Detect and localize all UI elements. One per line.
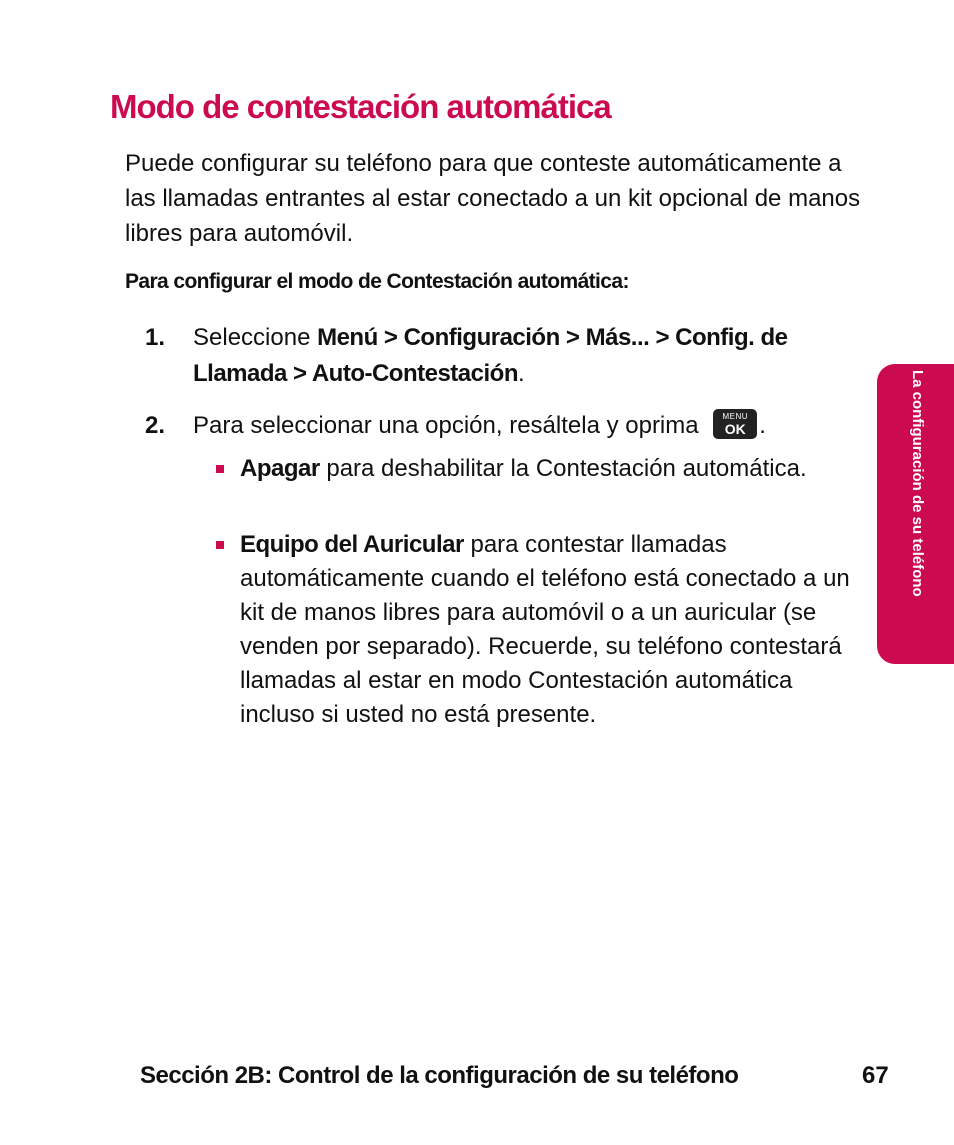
menu-path: Menú > Configuración > Más... > Config. de Llamada > Auto-Contestación	[193, 324, 788, 387]
option-item	[240, 528, 860, 732]
procedure-heading: Para configurar el modo de Contestación automática:	[125, 270, 629, 293]
ok-key-label: OK	[724, 420, 746, 437]
step-number: 2.	[145, 412, 166, 439]
step-end: .	[517, 360, 525, 387]
step-1	[145, 320, 845, 392]
option-term: Equipo del Auricular	[240, 531, 464, 558]
intro-paragraph: Puede configurar su teléfono para que conteste automáticamente a las llamadas entrantes al estar conectado a un kit opcional de manos libres para automóvil.	[125, 150, 861, 247]
step-lead: Para seleccionar una opción, resáltela y oprima	[193, 412, 706, 439]
square-bullet-icon	[216, 541, 224, 549]
step-lead: Seleccione	[193, 324, 318, 351]
footer-section-title: Sección 2B: Control de la configuración de su teléfono	[140, 1062, 739, 1089]
page-number: 67	[862, 1062, 889, 1089]
page-title: Modo de contestación automática	[110, 88, 611, 125]
step-text	[193, 320, 845, 392]
step-2	[145, 408, 845, 444]
square-bullet-icon	[216, 465, 224, 473]
menu-ok-key-icon	[713, 409, 757, 439]
menu-key-label: MENU	[722, 411, 749, 421]
option-term: Apagar	[240, 455, 320, 482]
option-description: para deshabilitar la Contestación automática.	[319, 455, 807, 482]
option-item	[240, 452, 860, 486]
step-text	[193, 408, 845, 444]
section-tab-label: La configuración de su teléfono	[909, 370, 926, 597]
step-number: 1.	[145, 324, 166, 351]
step-end: .	[759, 412, 766, 439]
option-description: para contestar llamadas automáticamente cuando el teléfono está conectado a un kit de manos libres para automóvil o a un auricular (se venden por separado). Recuerde, su teléfono contestará llamadas al estar en modo Contestación automática incluso si usted no está presente.	[240, 531, 850, 728]
